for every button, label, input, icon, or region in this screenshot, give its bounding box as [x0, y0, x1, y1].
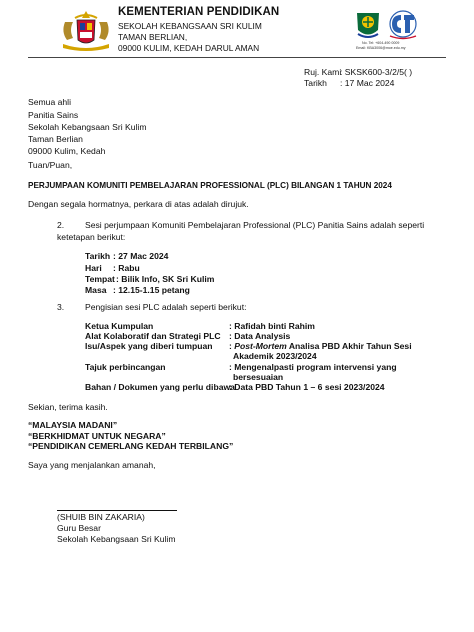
date-label: Tarikh	[304, 78, 327, 88]
signatory-name: (SHUIB BIN ZAKARIA)	[57, 512, 145, 522]
paragraph-3-number: 3.	[57, 302, 65, 312]
detail-value: : Rabu	[113, 263, 140, 273]
plc-label: Tajuk perbincangan	[85, 362, 166, 372]
letterhead-divider	[28, 57, 446, 58]
date-value: : 17 Mac 2024	[340, 78, 395, 88]
plc-label: Ketua Kumpulan	[85, 321, 154, 331]
address-line: 09000 KULIM, KEDAH DARUL AMAN	[118, 43, 260, 53]
signature-line	[57, 510, 177, 511]
detail-label: Hari	[85, 263, 102, 273]
detail-value: : Bilik Info, SK Sri Kulim	[116, 274, 215, 284]
contact-email: Email: KBA3006@moe.edu.my	[356, 46, 406, 50]
paragraph-2-text: ketetapan berikut:	[57, 232, 126, 242]
signoff-text: Saya yang menjalankan amanah,	[28, 460, 156, 470]
reference-value: : SKSK600-3/2/5( )	[340, 67, 413, 77]
state-crest-logo	[354, 10, 382, 40]
recipient-line: Semua ahli	[28, 97, 71, 107]
plc-value-rest: Analisa PBD Akhir Tahun Sesi	[286, 341, 412, 351]
plc-label: Alat Kolaboratif dan Strategi PLC	[85, 331, 221, 341]
paragraph-2-number: 2.	[57, 220, 65, 230]
paragraph-2-text: Sesi perjumpaan Komuniti Pembelajaran Professional (PLC) Panitia Sains adalah seperti	[85, 220, 425, 230]
plc-label: Isu/Aspek yang diberi tumpuan	[85, 341, 213, 351]
ministry-name: KEMENTERIAN PENDIDIKAN	[118, 6, 280, 18]
coat-of-arms-logo	[57, 8, 115, 52]
closing-text: Sekian, terima kasih.	[28, 402, 108, 412]
slogan-line: “PENDIDIKAN CEMERLANG KEDAH TERBILANG”	[28, 441, 234, 451]
plc-value: : Rafidah binti Rahim	[229, 321, 315, 331]
reference-label: Ruj. Kami	[304, 67, 342, 77]
school-logo	[384, 10, 422, 40]
colon: :	[229, 341, 235, 351]
recipient-line: Taman Berlian	[28, 134, 83, 144]
plc-label: Bahan / Dokumen yang perlu dibawa	[85, 382, 235, 392]
detail-label: Masa	[85, 285, 107, 295]
salutation: Tuan/Puan,	[28, 160, 73, 170]
post-mortem-italic: Post-Mortem	[234, 341, 287, 351]
recipient-line: Sekolah Kebangsaan Sri Kulim	[28, 122, 147, 132]
slogan-line: “MALAYSIA MADANI”	[28, 420, 118, 430]
detail-value: : 27 Mac 2024	[113, 251, 169, 261]
slogan-line: “BERKHIDMAT UNTUK NEGARA”	[28, 431, 166, 441]
paragraph-1: Dengan segala hormatnya, perkara di atas adalah dirujuk.	[28, 199, 249, 209]
signatory-school: Sekolah Kebangsaan Sri Kulim	[57, 534, 176, 544]
recipient-line: Panitia Sains	[28, 110, 79, 120]
school-name: SEKOLAH KEBANGSAAN SRI KULIM	[118, 21, 262, 31]
recipient-line: 09000 Kulim, Kedah	[28, 146, 106, 156]
detail-label: Tarikh	[85, 251, 111, 261]
detail-value: : 12.15-1.15 petang	[113, 285, 190, 295]
plc-value: : Data Analysis	[229, 331, 291, 341]
paragraph-3-text: Pengisian sesi PLC adalah seperti berikut:	[85, 302, 247, 312]
plc-value: : Data PBD Tahun 1 – 6 sesi 2023/2024	[229, 382, 385, 392]
subject-heading: PERJUMPAAN KOMUNITI PEMBELAJARAN PROFESSIONAL (PLC) BILANGAN 1 TAHUN 2024	[28, 181, 392, 190]
signatory-title: Guru Besar	[57, 523, 101, 533]
contact-phone: No. Tel: +604-490 0009	[362, 41, 400, 45]
detail-label: Tempat	[85, 274, 115, 284]
plc-value: : Mengenalpasti program intervensi yang	[229, 362, 397, 372]
address-line: TAMAN BERLIAN,	[118, 32, 188, 42]
plc-value-continued: Akademik 2023/2024	[233, 351, 317, 361]
plc-value-continued: bersesuaian	[233, 372, 284, 382]
